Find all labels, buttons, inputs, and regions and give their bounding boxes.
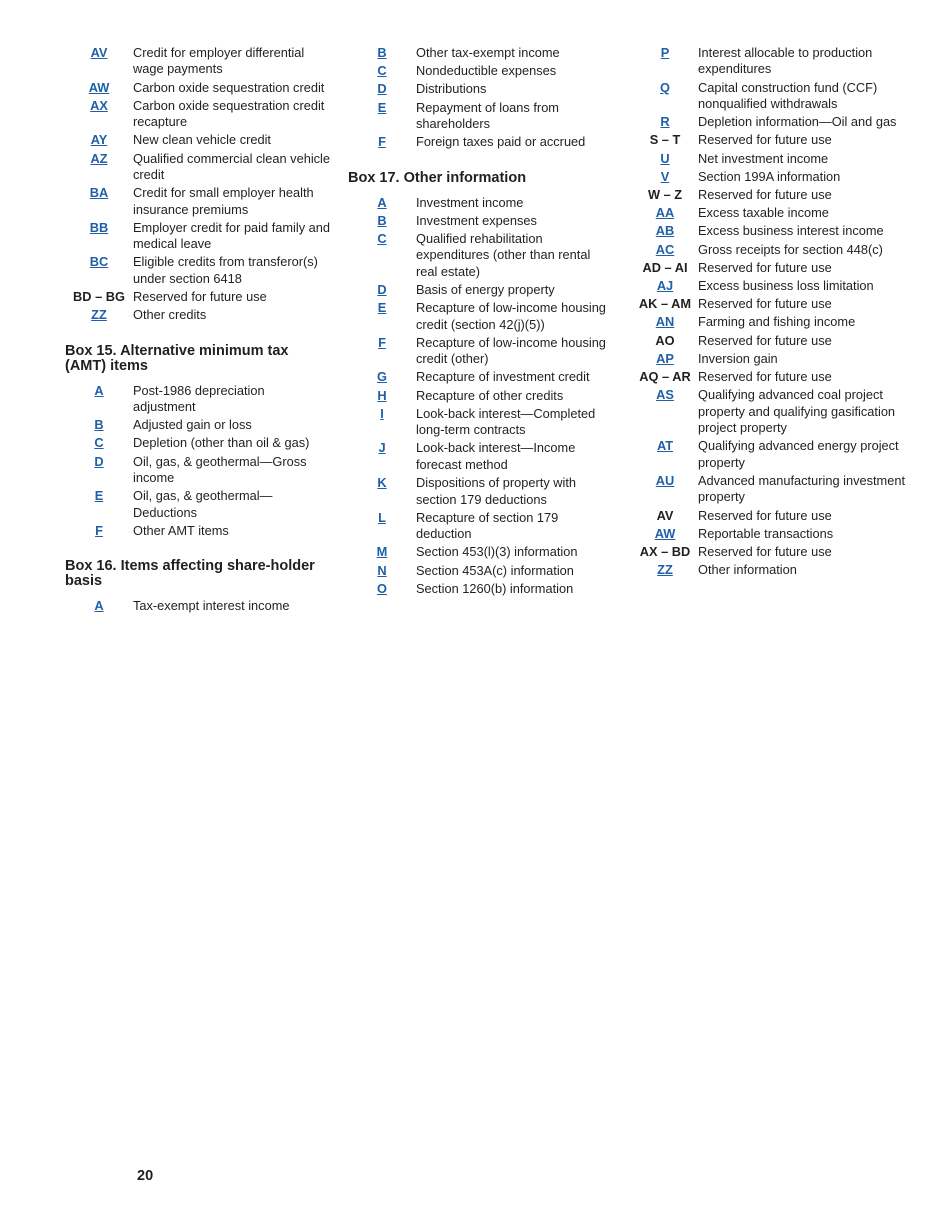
code-cell bbox=[65, 417, 133, 433]
code-row bbox=[348, 406, 608, 439]
code-cell bbox=[348, 544, 416, 560]
code-label: S – T bbox=[649, 132, 681, 148]
code-description: Section 1260(b) information bbox=[416, 580, 574, 596]
code-description: Other information bbox=[698, 562, 797, 578]
code-row bbox=[632, 223, 932, 239]
code-link[interactable]: AT bbox=[656, 438, 674, 454]
code-cell bbox=[65, 523, 133, 539]
code-link[interactable]: F bbox=[378, 134, 386, 150]
code-row bbox=[632, 351, 932, 367]
code-description: Adjusted gain or loss bbox=[133, 417, 252, 433]
code-description: Other tax-exempt income bbox=[416, 45, 560, 60]
code-cell bbox=[65, 454, 133, 470]
code-description: Qualified commercial clean vehicle credit bbox=[133, 150, 331, 183]
code-row bbox=[348, 45, 608, 61]
code-link[interactable]: M bbox=[376, 544, 388, 560]
code-link[interactable]: AJ bbox=[656, 278, 674, 294]
code-description: Reserved for future use bbox=[698, 132, 832, 148]
code-cell bbox=[632, 260, 698, 276]
code-row bbox=[348, 100, 608, 133]
code-description: Eligible credits from transferor(s) under section 6418 bbox=[133, 254, 318, 286]
code-description: Farming and fishing income bbox=[698, 314, 856, 330]
code-cell bbox=[632, 223, 698, 239]
section-heading bbox=[65, 344, 330, 374]
code-link[interactable]: BA bbox=[89, 185, 109, 201]
code-description: Section 199A information bbox=[698, 168, 841, 184]
code-link[interactable]: AA bbox=[655, 205, 675, 221]
code-description: Other AMT items bbox=[133, 522, 229, 538]
code-cell bbox=[632, 169, 698, 185]
code-link[interactable]: AN bbox=[655, 314, 675, 330]
code-description: Qualifying advanced energy project property bbox=[698, 438, 899, 470]
code-description: Gross receipts for section 448(c) bbox=[698, 241, 883, 257]
code-row bbox=[65, 417, 330, 433]
code-cell bbox=[632, 333, 698, 349]
code-row bbox=[632, 80, 932, 113]
code-row bbox=[65, 383, 330, 416]
code-row bbox=[632, 132, 932, 148]
code-link[interactable]: K bbox=[377, 475, 387, 491]
code-row bbox=[65, 523, 330, 539]
code-row bbox=[65, 185, 330, 218]
code-link[interactable]: D bbox=[94, 453, 104, 469]
code-cell bbox=[65, 98, 133, 114]
code-row bbox=[65, 435, 330, 451]
code-cell bbox=[348, 45, 416, 61]
code-link[interactable]: C bbox=[94, 435, 104, 451]
code-description: Inversion gain bbox=[698, 350, 778, 366]
code-row bbox=[632, 526, 932, 542]
code-cell bbox=[348, 335, 416, 351]
code-cell bbox=[65, 289, 133, 305]
code-description: Distributions bbox=[416, 81, 487, 97]
code-link[interactable]: C bbox=[377, 231, 387, 247]
code-row bbox=[348, 369, 608, 385]
code-cell bbox=[632, 205, 698, 221]
code-row bbox=[348, 388, 608, 404]
code-description: Section 453(l)(3) information bbox=[416, 544, 578, 560]
code-link[interactable]: D bbox=[377, 81, 387, 97]
code-link[interactable]: AP bbox=[656, 350, 674, 366]
code-link[interactable]: A bbox=[94, 598, 104, 614]
code-link[interactable]: G bbox=[377, 369, 387, 385]
page-number: 20 bbox=[137, 1168, 154, 1184]
code-link[interactable]: ZZ bbox=[657, 562, 673, 578]
code-cell bbox=[348, 440, 416, 456]
code-label: AD – AI bbox=[642, 259, 688, 275]
code-row bbox=[348, 581, 608, 597]
code-row bbox=[348, 563, 608, 579]
code-row bbox=[65, 98, 330, 131]
code-row bbox=[632, 114, 932, 130]
code-link[interactable]: ZZ bbox=[91, 307, 107, 323]
code-cell bbox=[632, 45, 698, 61]
code-cell bbox=[65, 80, 133, 96]
code-link[interactable]: F bbox=[378, 334, 386, 350]
code-row bbox=[348, 195, 608, 211]
code-description: Depletion (other than oil & gas) bbox=[133, 435, 310, 451]
code-description: Reserved for future use bbox=[698, 507, 832, 523]
code-description: Section 453A(c) information bbox=[416, 562, 574, 578]
code-description: Recapture of other credits bbox=[416, 387, 564, 403]
section-heading-text: Box 16. Items affecting share-holder basis bbox=[65, 558, 315, 590]
code-row bbox=[65, 220, 330, 253]
code-label: AQ – AR bbox=[639, 369, 691, 385]
code-row bbox=[348, 300, 608, 333]
code-row bbox=[65, 254, 330, 287]
code-cell bbox=[348, 63, 416, 79]
code-cell bbox=[348, 563, 416, 579]
code-description: Oil, gas, & geothermal—Gross income bbox=[133, 453, 307, 486]
code-description: Post-1986 depreciation adjustment bbox=[133, 382, 265, 415]
code-description: Other credits bbox=[133, 307, 207, 323]
section-heading bbox=[65, 559, 330, 589]
code-link[interactable]: H bbox=[377, 387, 387, 403]
code-description: Advanced manufacturing investment property bbox=[698, 472, 905, 505]
code-link[interactable]: AV bbox=[90, 45, 108, 60]
code-link[interactable]: BB bbox=[89, 219, 109, 235]
section-heading bbox=[348, 171, 608, 186]
code-link[interactable]: AY bbox=[90, 132, 108, 148]
code-link[interactable]: C bbox=[377, 63, 387, 79]
section-heading-text: Box 15. Alternative minimum tax (AMT) items bbox=[65, 342, 289, 374]
code-row bbox=[632, 296, 932, 312]
code-cell bbox=[348, 300, 416, 316]
code-row bbox=[632, 260, 932, 276]
code-cell bbox=[65, 220, 133, 236]
code-cell bbox=[348, 369, 416, 385]
code-cell bbox=[632, 544, 698, 560]
code-description: Reserved for future use bbox=[698, 187, 832, 203]
code-description: Net investment income bbox=[698, 150, 829, 166]
code-link[interactable]: Q bbox=[660, 79, 670, 95]
code-description: Tax-exempt interest income bbox=[133, 598, 290, 614]
code-description: Reserved for future use bbox=[698, 369, 832, 385]
code-cell bbox=[65, 132, 133, 148]
code-cell bbox=[348, 406, 416, 422]
code-cell bbox=[348, 213, 416, 229]
code-row bbox=[632, 508, 932, 524]
code-description: Interest allocable to production expenditures bbox=[698, 45, 873, 77]
code-link[interactable]: P bbox=[660, 45, 670, 60]
column-1 bbox=[65, 45, 330, 617]
code-row bbox=[632, 473, 932, 506]
section-heading-text: Box 17. Other information bbox=[348, 169, 527, 186]
code-link[interactable]: E bbox=[94, 488, 104, 504]
code-link[interactable]: AU bbox=[655, 472, 675, 488]
code-row bbox=[348, 510, 608, 543]
code-cell bbox=[65, 45, 133, 61]
code-row bbox=[65, 80, 330, 96]
code-description: Reserved for future use bbox=[698, 332, 832, 348]
code-description: Recapture of low-income housing credit (other) bbox=[416, 334, 606, 367]
code-cell bbox=[632, 151, 698, 167]
code-link[interactable]: A bbox=[94, 382, 104, 398]
code-row bbox=[348, 440, 608, 473]
code-row bbox=[632, 169, 932, 185]
code-description: Carbon oxide sequestration credit bbox=[133, 79, 325, 95]
code-row bbox=[632, 242, 932, 258]
code-label: AK – AM bbox=[638, 296, 692, 312]
code-link[interactable]: AC bbox=[655, 241, 675, 257]
code-cell bbox=[65, 307, 133, 323]
code-row bbox=[65, 132, 330, 148]
code-cell bbox=[632, 114, 698, 130]
code-link[interactable]: AZ bbox=[90, 150, 108, 166]
code-cell bbox=[348, 510, 416, 526]
code-row bbox=[632, 278, 932, 294]
code-description: Excess business loss limitation bbox=[698, 278, 874, 294]
code-link[interactable]: D bbox=[377, 282, 387, 298]
code-cell bbox=[632, 351, 698, 367]
code-cell bbox=[632, 526, 698, 542]
code-cell bbox=[632, 473, 698, 489]
code-link[interactable]: N bbox=[377, 562, 387, 578]
code-description: Carbon oxide sequestration credit recapture bbox=[133, 97, 325, 130]
code-label: BD – BG bbox=[73, 289, 125, 305]
code-row bbox=[632, 45, 932, 78]
code-cell bbox=[348, 195, 416, 211]
code-cell bbox=[348, 475, 416, 491]
code-label: AV bbox=[656, 507, 674, 523]
code-cell bbox=[632, 242, 698, 258]
code-description: Investment expenses bbox=[416, 212, 537, 228]
code-cell bbox=[632, 387, 698, 403]
code-cell bbox=[348, 134, 416, 150]
code-description: Reserved for future use bbox=[698, 543, 832, 559]
code-description: Excess business interest income bbox=[698, 223, 884, 239]
code-cell bbox=[65, 488, 133, 504]
code-description: Look-back interest—Completed long-term contracts bbox=[416, 405, 596, 438]
code-link[interactable]: B bbox=[377, 45, 387, 60]
code-link[interactable]: E bbox=[377, 300, 387, 316]
code-description: Employer credit for paid family and medical leave bbox=[133, 219, 331, 252]
code-cell bbox=[348, 388, 416, 404]
code-description: Capital construction fund (CCF) nonqualified withdrawals bbox=[698, 79, 878, 112]
code-link[interactable]: E bbox=[377, 99, 387, 115]
code-link[interactable]: R bbox=[660, 114, 670, 130]
code-cell bbox=[348, 581, 416, 597]
code-cell bbox=[348, 81, 416, 97]
code-cell bbox=[65, 185, 133, 201]
code-description: Basis of energy property bbox=[416, 282, 555, 298]
code-cell bbox=[632, 187, 698, 203]
code-cell bbox=[348, 282, 416, 298]
code-row bbox=[348, 231, 608, 280]
code-link[interactable]: U bbox=[660, 150, 670, 166]
code-cell bbox=[632, 438, 698, 454]
code-cell bbox=[632, 80, 698, 96]
code-row bbox=[65, 45, 330, 78]
code-description: New clean vehicle credit bbox=[133, 132, 271, 148]
code-cell bbox=[632, 132, 698, 148]
code-link[interactable]: J bbox=[378, 440, 386, 456]
code-description: Nondeductible expenses bbox=[416, 63, 557, 79]
code-row bbox=[632, 151, 932, 167]
code-row bbox=[348, 544, 608, 560]
code-description: Oil, gas, & geothermal—Deductions bbox=[133, 488, 273, 520]
code-label: W – Z bbox=[647, 187, 683, 203]
code-link[interactable]: O bbox=[377, 580, 387, 596]
code-row bbox=[348, 475, 608, 508]
code-description: Depletion information—Oil and gas bbox=[698, 114, 897, 130]
code-row bbox=[65, 598, 330, 614]
code-row bbox=[632, 369, 932, 385]
code-cell bbox=[65, 383, 133, 399]
code-link[interactable]: AB bbox=[655, 223, 675, 239]
code-description: Credit for small employer health insurance premiums bbox=[133, 185, 314, 217]
code-row bbox=[632, 387, 932, 436]
code-cell bbox=[65, 435, 133, 451]
code-row bbox=[632, 562, 932, 578]
code-link[interactable]: V bbox=[660, 168, 670, 184]
code-row bbox=[65, 151, 330, 184]
code-row bbox=[348, 81, 608, 97]
code-row bbox=[632, 333, 932, 349]
code-row bbox=[348, 335, 608, 368]
code-description: Recapture of investment credit bbox=[416, 369, 590, 385]
code-link[interactable]: B bbox=[94, 417, 104, 433]
code-row bbox=[632, 544, 932, 560]
code-link[interactable]: I bbox=[380, 405, 384, 421]
code-link[interactable]: AX bbox=[90, 97, 108, 113]
code-row bbox=[65, 289, 330, 305]
code-cell bbox=[65, 598, 133, 614]
code-row bbox=[348, 63, 608, 79]
code-link[interactable]: A bbox=[377, 194, 387, 210]
code-description: Excess taxable income bbox=[698, 205, 829, 221]
code-cell bbox=[632, 369, 698, 385]
code-link[interactable]: F bbox=[95, 522, 103, 538]
code-description: Recapture of section 179 deduction bbox=[416, 509, 559, 542]
code-row bbox=[65, 488, 330, 521]
code-row bbox=[65, 454, 330, 487]
code-cell bbox=[348, 100, 416, 116]
code-description: Dispositions of property with section 179 deductions bbox=[416, 475, 577, 507]
code-link[interactable]: BC bbox=[89, 254, 109, 270]
code-row bbox=[632, 187, 932, 203]
code-description: Credit for employer differential wage payments bbox=[133, 45, 305, 77]
code-link[interactable]: L bbox=[378, 509, 386, 525]
code-description: Repayment of loans from shareholders bbox=[416, 99, 559, 132]
code-link[interactable]: AS bbox=[656, 387, 674, 403]
code-description: Foreign taxes paid or accrued bbox=[416, 134, 586, 150]
code-link[interactable]: B bbox=[377, 212, 387, 228]
code-link[interactable]: AW bbox=[88, 79, 110, 95]
code-cell bbox=[632, 296, 698, 312]
code-cell bbox=[348, 231, 416, 247]
code-row bbox=[348, 282, 608, 298]
code-description: Qualified rehabilitation expenditures (other than rental real estate) bbox=[416, 231, 591, 279]
code-description: Reserved for future use bbox=[698, 259, 832, 275]
column-3 bbox=[632, 45, 932, 580]
code-cell bbox=[632, 562, 698, 578]
column-2 bbox=[348, 45, 608, 599]
code-cell bbox=[65, 254, 133, 270]
code-row bbox=[632, 205, 932, 221]
code-description: Reserved for future use bbox=[133, 289, 267, 305]
code-description: Look-back interest—Income forecast method bbox=[416, 440, 576, 472]
code-cell bbox=[632, 278, 698, 294]
code-label: AX – BD bbox=[639, 543, 691, 559]
code-description: Reportable transactions bbox=[698, 525, 834, 541]
code-cell bbox=[632, 508, 698, 524]
code-row bbox=[65, 307, 330, 323]
code-description: Qualifying advanced coal project property and qualifying gasification project property bbox=[698, 387, 896, 436]
code-description: Investment income bbox=[416, 194, 524, 210]
code-cell bbox=[65, 151, 133, 167]
code-cell bbox=[632, 314, 698, 330]
code-description: Reserved for future use bbox=[698, 296, 832, 312]
code-row bbox=[632, 438, 932, 471]
code-link[interactable]: AW bbox=[654, 525, 676, 541]
code-label: AO bbox=[655, 332, 675, 348]
code-row bbox=[348, 134, 608, 150]
code-description: Recapture of low-income housing credit (section 42(j)(5)) bbox=[416, 300, 606, 332]
code-row bbox=[632, 314, 932, 330]
code-row bbox=[348, 213, 608, 229]
